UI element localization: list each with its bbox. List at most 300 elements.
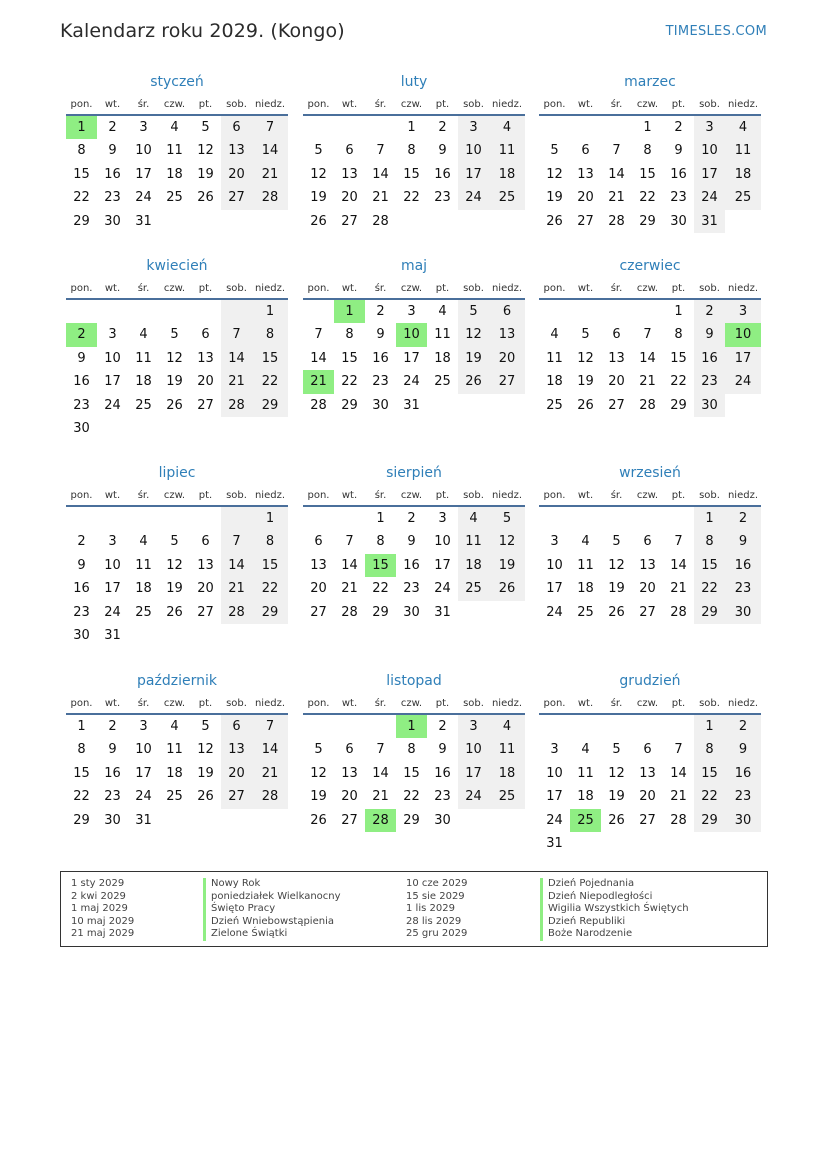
day-cell: 6 xyxy=(612,327,621,343)
day-cell: 12 xyxy=(197,742,214,758)
empty-cell xyxy=(66,300,97,323)
day-cell: 2 xyxy=(438,719,447,734)
day-cell: 13 xyxy=(221,738,252,761)
day-cell: 29 xyxy=(341,397,358,413)
day-cell: 10 xyxy=(434,534,451,550)
day-cell: 22 xyxy=(372,581,389,597)
weekday-label: śr. xyxy=(610,99,623,110)
month-name: czerwiec xyxy=(619,258,681,274)
day-cell: 21 xyxy=(341,581,358,597)
day-cell: 8 xyxy=(77,742,86,758)
month-name: wrzesień xyxy=(619,465,681,481)
legend-holiday-name: Dzień Wniebowstąpienia xyxy=(211,915,334,927)
month-block xyxy=(66,254,288,440)
day-cell: 26 xyxy=(310,812,327,828)
day-cell: 3 xyxy=(407,304,416,319)
weekday-label: pt. xyxy=(198,490,213,501)
weekday-label: wt. xyxy=(341,490,358,501)
day-cell: 17 xyxy=(104,581,121,597)
legend-holiday-name: poniedziałek Wielkanocny xyxy=(211,890,341,902)
weekday-header xyxy=(303,94,525,116)
day-cell: 25 xyxy=(725,186,761,209)
day-cell: 1 xyxy=(77,719,86,734)
day-cell: 5 xyxy=(489,507,525,530)
day-cell: 23 xyxy=(372,374,389,390)
month-block xyxy=(539,70,761,233)
day-cell: 7 xyxy=(221,530,252,553)
day-cell: 3 xyxy=(108,327,117,343)
weekday-label: śr. xyxy=(610,698,623,709)
day-cell: 11 xyxy=(135,557,152,573)
day-cell: 3 xyxy=(458,715,489,738)
weekday-label: pt. xyxy=(198,283,213,294)
day-cell: 27 xyxy=(221,785,252,808)
empty-cell xyxy=(570,507,601,530)
weekday-label: sob. xyxy=(226,99,247,110)
day-cell: 6 xyxy=(201,534,210,550)
day-cell: 1 xyxy=(694,507,725,530)
day-cell: 13 xyxy=(341,765,358,781)
day-cell: 20 xyxy=(489,347,525,370)
weekday-header xyxy=(66,485,288,507)
day-cell: 2 xyxy=(438,120,447,135)
day-cell: 3 xyxy=(108,534,117,550)
day-cell: 16 xyxy=(403,557,420,573)
empty-cell xyxy=(221,300,252,323)
day-cell: 30 xyxy=(73,627,90,643)
day-cell: 14 xyxy=(608,166,625,182)
day-cell: 21 xyxy=(372,789,389,805)
day-cell: 5 xyxy=(458,300,489,323)
day-cell: 13 xyxy=(489,323,525,346)
empty-cell xyxy=(303,300,334,323)
day-cell: 22 xyxy=(694,577,725,600)
day-cell: 30 xyxy=(725,601,761,624)
day-cell: 16 xyxy=(73,581,90,597)
holiday-day-cell: 15 xyxy=(365,554,396,577)
legend-date: 25 gru 2029 xyxy=(406,928,468,939)
day-cell: 29 xyxy=(73,213,90,229)
day-cell: 23 xyxy=(434,190,451,206)
day-cell: 27 xyxy=(639,812,656,828)
day-cell: 27 xyxy=(639,604,656,620)
day-cell: 18 xyxy=(166,765,183,781)
day-cell: 5 xyxy=(550,143,559,159)
month-name: grudzień xyxy=(619,673,681,689)
day-cell: 12 xyxy=(546,166,563,182)
empty-cell xyxy=(539,116,570,139)
day-cell: 19 xyxy=(458,347,489,370)
empty-cell xyxy=(539,507,570,530)
day-cell: 9 xyxy=(407,534,416,550)
day-cell: 27 xyxy=(577,213,594,229)
day-cell: 25 xyxy=(166,190,183,206)
day-cell: 31 xyxy=(403,397,420,413)
day-cell: 20 xyxy=(639,581,656,597)
weekday-label: czw. xyxy=(636,698,659,709)
day-grid xyxy=(303,116,525,233)
day-cell: 4 xyxy=(458,507,489,530)
day-cell: 24 xyxy=(104,604,121,620)
day-cell: 10 xyxy=(694,139,725,162)
weekday-header xyxy=(303,485,525,507)
holiday-day-cell: 1 xyxy=(334,300,365,323)
empty-cell xyxy=(632,715,663,738)
legend-date: 15 sie 2029 xyxy=(406,890,465,902)
day-cell: 19 xyxy=(546,190,563,206)
day-cell: 1 xyxy=(643,120,652,135)
weekday-label: pt. xyxy=(671,490,686,501)
legend-date: 10 maj 2029 xyxy=(71,915,135,927)
day-cell: 28 xyxy=(310,397,327,413)
day-cell: 21 xyxy=(252,762,288,785)
weekday-label: niedz. xyxy=(727,490,759,501)
weekday-label: czw. xyxy=(636,490,659,501)
day-cell: 15 xyxy=(639,166,656,182)
weekday-label: śr. xyxy=(137,490,150,501)
month-block xyxy=(539,254,761,417)
day-cell: 4 xyxy=(489,715,525,738)
empty-cell xyxy=(97,507,128,530)
day-cell: 28 xyxy=(341,604,358,620)
legend-holiday-name: Dzień Republiki xyxy=(548,915,626,927)
legend-dates-left xyxy=(71,878,134,941)
weekday-label: sob. xyxy=(699,99,720,110)
day-cell: 7 xyxy=(314,327,323,343)
day-cell: 4 xyxy=(170,719,179,734)
weekday-label: niedz. xyxy=(491,490,523,501)
weekday-label: pon. xyxy=(70,490,93,501)
day-cell: 11 xyxy=(166,742,183,758)
day-cell: 13 xyxy=(639,557,656,573)
day-cell: 8 xyxy=(674,327,683,343)
legend-holiday-name: Zielone Świątki xyxy=(211,928,288,939)
day-cell: 23 xyxy=(434,789,451,805)
day-cell: 5 xyxy=(314,742,323,758)
day-cell: 10 xyxy=(546,557,563,573)
day-cell: 23 xyxy=(725,785,761,808)
weekday-label: pon. xyxy=(307,283,330,294)
day-cell: 25 xyxy=(458,577,489,600)
day-grid xyxy=(66,715,288,832)
weekday-label: sob. xyxy=(699,698,720,709)
weekday-label: czw. xyxy=(163,698,186,709)
day-cell: 7 xyxy=(612,143,621,159)
day-cell: 21 xyxy=(252,163,288,186)
day-cell: 27 xyxy=(310,604,327,620)
weekday-label: niedz. xyxy=(727,698,759,709)
holiday-day-cell: 1 xyxy=(66,116,97,139)
day-cell: 6 xyxy=(345,742,354,758)
day-cell: 13 xyxy=(197,350,214,366)
day-cell: 24 xyxy=(458,186,489,209)
month-name: październik xyxy=(137,673,217,689)
weekday-label: sob. xyxy=(463,99,484,110)
day-cell: 22 xyxy=(694,785,725,808)
empty-cell xyxy=(303,116,334,139)
weekday-label: pt. xyxy=(198,698,213,709)
day-cell: 24 xyxy=(135,789,152,805)
day-cell: 5 xyxy=(170,327,179,343)
weekday-label: niedz. xyxy=(254,283,286,294)
weekday-label: pon. xyxy=(70,698,93,709)
day-cell: 25 xyxy=(489,785,525,808)
day-cell: 14 xyxy=(310,350,327,366)
weekday-label: śr. xyxy=(137,698,150,709)
month-name: maj xyxy=(400,258,428,274)
weekday-label: niedz. xyxy=(491,283,523,294)
day-cell: 21 xyxy=(221,370,252,393)
day-cell: 26 xyxy=(197,789,214,805)
day-cell: 9 xyxy=(77,350,86,366)
weekday-label: wt. xyxy=(341,698,358,709)
day-cell: 27 xyxy=(197,397,214,413)
empty-cell xyxy=(570,116,601,139)
weekday-label: niedz. xyxy=(254,490,286,501)
day-cell: 19 xyxy=(166,374,183,390)
day-cell: 26 xyxy=(166,397,183,413)
day-cell: 2 xyxy=(725,507,761,530)
day-cell: 16 xyxy=(434,765,451,781)
day-cell: 21 xyxy=(372,190,389,206)
day-cell: 5 xyxy=(612,534,621,550)
day-cell: 13 xyxy=(639,765,656,781)
day-cell: 8 xyxy=(376,534,385,550)
day-cell: 24 xyxy=(135,190,152,206)
day-cell: 12 xyxy=(489,530,525,553)
empty-cell xyxy=(601,116,632,139)
day-cell: 11 xyxy=(489,738,525,761)
day-cell: 2 xyxy=(674,120,683,135)
brand-link[interactable]: TIMESLES.COM xyxy=(665,24,767,39)
weekday-label: wt. xyxy=(577,698,594,709)
day-cell: 6 xyxy=(314,534,323,550)
day-cell: 8 xyxy=(407,143,416,159)
day-cell: 8 xyxy=(643,143,652,159)
day-cell: 8 xyxy=(252,323,288,346)
day-cell: 5 xyxy=(201,719,210,734)
day-cell: 1 xyxy=(252,507,288,530)
month-block xyxy=(303,254,525,417)
day-cell: 13 xyxy=(310,557,327,573)
day-cell: 4 xyxy=(139,534,148,550)
weekday-label: pon. xyxy=(307,99,330,110)
day-cell: 5 xyxy=(201,120,210,135)
empty-cell xyxy=(663,715,694,738)
day-cell: 25 xyxy=(577,604,594,620)
legend-date: 1 sty 2029 xyxy=(71,878,125,889)
weekday-label: pt. xyxy=(198,99,213,110)
day-cell: 7 xyxy=(345,534,354,550)
day-cell: 12 xyxy=(310,166,327,182)
empty-cell xyxy=(539,300,570,323)
day-cell: 4 xyxy=(581,534,590,550)
day-cell: 12 xyxy=(608,557,625,573)
day-cell: 18 xyxy=(577,789,594,805)
day-cell: 1 xyxy=(674,304,683,319)
day-cell: 4 xyxy=(139,327,148,343)
weekday-label: niedz. xyxy=(491,99,523,110)
weekday-label: czw. xyxy=(400,283,423,294)
day-cell: 28 xyxy=(221,394,252,417)
day-cell: 8 xyxy=(407,742,416,758)
month-name: luty xyxy=(400,74,428,90)
weekday-label: śr. xyxy=(374,698,387,709)
day-cell: 9 xyxy=(438,143,447,159)
day-cell: 8 xyxy=(345,327,354,343)
day-cell: 28 xyxy=(252,785,288,808)
empty-cell xyxy=(570,300,601,323)
weekday-label: sob. xyxy=(226,490,247,501)
day-cell: 23 xyxy=(694,370,725,393)
day-cell: 26 xyxy=(310,213,327,229)
day-cell: 10 xyxy=(546,765,563,781)
day-cell: 5 xyxy=(581,327,590,343)
holiday-day-cell: 1 xyxy=(396,715,427,738)
day-cell: 3 xyxy=(458,116,489,139)
day-cell: 6 xyxy=(581,143,590,159)
day-cell: 30 xyxy=(403,604,420,620)
weekday-label: sob. xyxy=(463,283,484,294)
day-cell: 24 xyxy=(546,604,563,620)
weekday-label: pt. xyxy=(435,99,450,110)
weekday-label: pon. xyxy=(543,698,566,709)
day-cell: 13 xyxy=(197,557,214,573)
day-cell: 16 xyxy=(434,166,451,182)
day-cell: 20 xyxy=(197,581,214,597)
day-cell: 25 xyxy=(434,374,451,390)
day-cell: 22 xyxy=(403,190,420,206)
day-cell: 25 xyxy=(135,604,152,620)
day-cell: 17 xyxy=(135,765,152,781)
legend-holiday-name: Boże Narodzenie xyxy=(548,928,633,939)
day-cell: 17 xyxy=(403,350,420,366)
day-cell: 18 xyxy=(166,166,183,182)
day-cell: 6 xyxy=(221,116,252,139)
day-cell: 29 xyxy=(372,604,389,620)
day-cell: 7 xyxy=(376,143,385,159)
day-cell: 11 xyxy=(458,530,489,553)
weekday-label: pon. xyxy=(70,283,93,294)
weekday-label: sob. xyxy=(699,283,720,294)
month-block xyxy=(303,669,525,832)
day-cell: 23 xyxy=(725,577,761,600)
month-name: listopad xyxy=(386,673,442,689)
holiday-legend xyxy=(60,871,768,947)
day-grid xyxy=(303,300,525,417)
weekday-label: pt. xyxy=(435,698,450,709)
day-cell: 12 xyxy=(577,350,594,366)
day-cell: 30 xyxy=(434,812,451,828)
day-cell: 22 xyxy=(252,370,288,393)
day-cell: 5 xyxy=(314,143,323,159)
day-cell: 26 xyxy=(489,577,525,600)
day-cell: 19 xyxy=(197,765,214,781)
day-cell: 17 xyxy=(135,166,152,182)
day-cell: 24 xyxy=(725,370,761,393)
day-cell: 11 xyxy=(135,350,152,366)
holiday-day-cell: 2 xyxy=(66,323,97,346)
day-cell: 27 xyxy=(341,213,358,229)
weekday-label: czw. xyxy=(400,490,423,501)
day-cell: 16 xyxy=(725,762,761,785)
day-cell: 20 xyxy=(608,374,625,390)
legend-names-right xyxy=(540,878,689,941)
weekday-label: czw. xyxy=(400,698,423,709)
weekday-label: wt. xyxy=(104,698,121,709)
month-block xyxy=(539,461,761,624)
weekday-label: sob. xyxy=(463,698,484,709)
weekday-label: śr. xyxy=(374,283,387,294)
day-cell: 11 xyxy=(166,143,183,159)
weekday-label: czw. xyxy=(163,490,186,501)
empty-cell xyxy=(159,507,190,530)
day-cell: 9 xyxy=(694,323,725,346)
day-cell: 7 xyxy=(674,534,683,550)
empty-cell xyxy=(128,300,159,323)
empty-cell xyxy=(303,715,334,738)
day-cell: 12 xyxy=(166,557,183,573)
day-cell: 27 xyxy=(221,186,252,209)
day-cell: 27 xyxy=(341,812,358,828)
day-cell: 31 xyxy=(135,213,152,229)
day-cell: 19 xyxy=(608,581,625,597)
day-cell: 4 xyxy=(725,116,761,139)
day-cell: 14 xyxy=(639,350,656,366)
empty-cell xyxy=(334,715,365,738)
legend-date: 1 lis 2029 xyxy=(406,903,455,914)
day-cell: 30 xyxy=(372,397,389,413)
day-cell: 31 xyxy=(434,604,451,620)
weekday-header xyxy=(303,278,525,300)
day-cell: 26 xyxy=(577,397,594,413)
day-cell: 24 xyxy=(458,785,489,808)
day-cell: 11 xyxy=(725,139,761,162)
day-cell: 9 xyxy=(77,557,86,573)
legend-date: 1 maj 2029 xyxy=(71,903,128,914)
weekday-label: pon. xyxy=(543,283,566,294)
day-cell: 17 xyxy=(104,374,121,390)
empty-cell xyxy=(601,300,632,323)
day-cell: 11 xyxy=(546,350,563,366)
day-cell: 17 xyxy=(725,347,761,370)
day-grid xyxy=(539,715,761,855)
day-cell: 7 xyxy=(252,116,288,139)
day-cell: 9 xyxy=(108,742,117,758)
day-cell: 19 xyxy=(310,190,327,206)
day-cell: 29 xyxy=(403,812,420,828)
day-cell: 4 xyxy=(581,742,590,758)
holiday-day-cell: 10 xyxy=(725,323,761,346)
day-cell: 11 xyxy=(434,327,451,343)
day-cell: 8 xyxy=(694,530,725,553)
empty-cell xyxy=(334,116,365,139)
month-block xyxy=(66,669,288,832)
weekday-label: śr. xyxy=(374,99,387,110)
day-cell: 26 xyxy=(608,604,625,620)
day-cell: 5 xyxy=(612,742,621,758)
day-cell: 1 xyxy=(252,300,288,323)
day-cell: 19 xyxy=(166,581,183,597)
holiday-day-cell: 25 xyxy=(570,809,601,832)
weekday-label: wt. xyxy=(341,99,358,110)
day-cell: 16 xyxy=(104,765,121,781)
day-cell: 1 xyxy=(376,511,385,526)
day-cell: 14 xyxy=(252,139,288,162)
day-cell: 4 xyxy=(489,116,525,139)
day-cell: 17 xyxy=(546,581,563,597)
day-cell: 14 xyxy=(670,765,687,781)
